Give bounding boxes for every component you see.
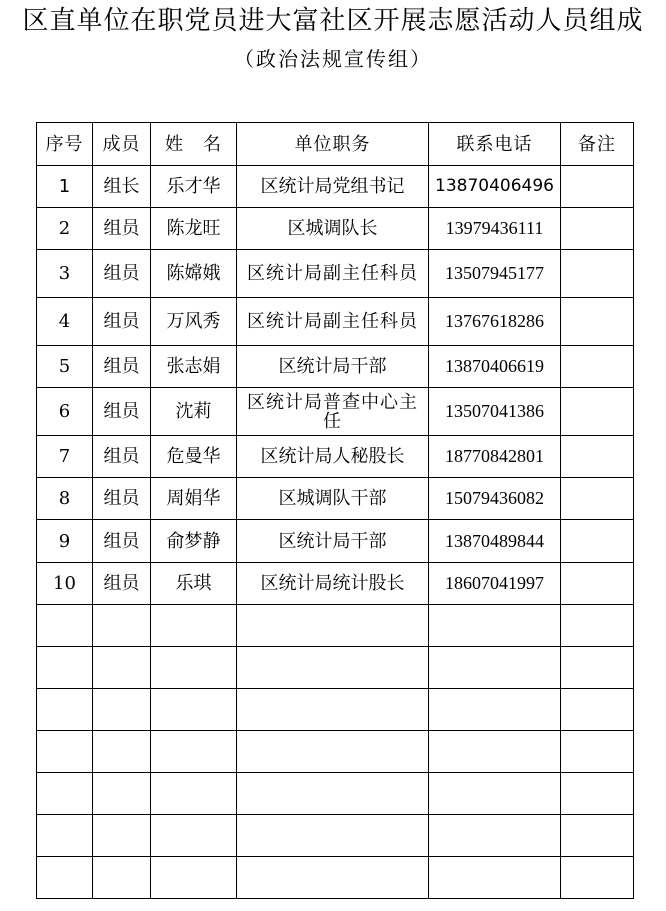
table-row <box>37 208 634 250</box>
cell-role: 组员 <box>93 436 151 478</box>
empty-cell <box>93 689 151 731</box>
cell-note <box>561 208 634 250</box>
empty-cell <box>93 773 151 815</box>
cell-role: 组员 <box>93 208 151 250</box>
cell-position: 区统计局干部 <box>237 346 429 388</box>
empty-cell <box>37 689 93 731</box>
document-subtitle: （政治法规宣传组） <box>234 47 432 71</box>
empty-cell <box>151 647 237 689</box>
cell-no: 1 <box>37 166 93 208</box>
empty-cell <box>93 647 151 689</box>
empty-row <box>37 647 634 689</box>
empty-cell <box>151 857 237 899</box>
empty-cell <box>237 857 429 899</box>
cell-role: 组长 <box>93 166 151 208</box>
cell-name: 周娟华 <box>151 478 237 520</box>
empty-cell <box>93 857 151 899</box>
cell-phone: 13870406496 <box>429 166 561 208</box>
cell-name: 陈嫦娥 <box>151 250 237 298</box>
cell-position: 区统计局干部 <box>237 520 429 563</box>
header-name: 姓 名 <box>151 123 237 166</box>
roster-table <box>36 122 634 899</box>
table-row <box>37 166 634 208</box>
cell-role: 组员 <box>93 388 151 436</box>
cell-role: 组员 <box>93 250 151 298</box>
header-phone: 联系电话 <box>429 123 561 166</box>
cell-name: 乐才华 <box>151 166 237 208</box>
empty-cell <box>151 773 237 815</box>
empty-cell <box>37 815 93 857</box>
cell-phone: 18607041997 <box>429 563 561 605</box>
cell-note <box>561 478 634 520</box>
empty-cell <box>37 731 93 773</box>
empty-cell <box>151 689 237 731</box>
cell-role: 组员 <box>93 520 151 563</box>
cell-name: 万风秀 <box>151 298 237 346</box>
cell-position: 区统计局普查中心主任 <box>237 388 429 436</box>
empty-cell <box>429 773 561 815</box>
cell-note <box>561 388 634 436</box>
cell-name: 张志娟 <box>151 346 237 388</box>
table-row <box>37 520 634 563</box>
cell-position: 区统计局副主任科员 <box>237 298 429 346</box>
empty-cell <box>429 815 561 857</box>
cell-no: 8 <box>37 478 93 520</box>
table-row <box>37 388 634 436</box>
table-row <box>37 250 634 298</box>
cell-name: 俞梦静 <box>151 520 237 563</box>
cell-phone: 13979436111 <box>429 208 561 250</box>
empty-cell <box>561 689 634 731</box>
table-row <box>37 436 634 478</box>
cell-phone: 13870406619 <box>429 346 561 388</box>
cell-note <box>561 298 634 346</box>
empty-row <box>37 731 634 773</box>
empty-cell <box>561 857 634 899</box>
empty-row <box>37 773 634 815</box>
empty-cell <box>37 773 93 815</box>
header-role: 成员 <box>93 123 151 166</box>
empty-row <box>37 857 634 899</box>
header-no: 序号 <box>37 123 93 166</box>
empty-cell <box>237 773 429 815</box>
header-position: 单位职务 <box>237 123 429 166</box>
cell-phone: 13507041386 <box>429 388 561 436</box>
table-row <box>37 563 634 605</box>
document-title: 区直单位在职党员进大富社区开展志愿活动人员组成 <box>22 6 644 36</box>
table-row <box>37 298 634 346</box>
empty-cell <box>561 731 634 773</box>
cell-position: 区统计局党组书记 <box>237 166 429 208</box>
cell-phone: 18770842801 <box>429 436 561 478</box>
cell-position: 区统计局人秘股长 <box>237 436 429 478</box>
empty-cell <box>37 647 93 689</box>
table-row <box>37 478 634 520</box>
cell-name: 乐琪 <box>151 563 237 605</box>
cell-no: 5 <box>37 346 93 388</box>
empty-cell <box>151 731 237 773</box>
empty-cell <box>37 605 93 647</box>
empty-cell <box>561 647 634 689</box>
cell-note <box>561 250 634 298</box>
empty-cell <box>237 731 429 773</box>
cell-role: 组员 <box>93 346 151 388</box>
empty-cell <box>237 689 429 731</box>
cell-no: 9 <box>37 520 93 563</box>
cell-no: 2 <box>37 208 93 250</box>
empty-cell <box>429 647 561 689</box>
cell-note <box>561 563 634 605</box>
empty-cell <box>561 773 634 815</box>
table-row <box>37 346 634 388</box>
empty-cell <box>429 605 561 647</box>
cell-role: 组员 <box>93 563 151 605</box>
empty-cell <box>429 731 561 773</box>
empty-row <box>37 605 634 647</box>
empty-cell <box>151 815 237 857</box>
cell-no: 3 <box>37 250 93 298</box>
cell-no: 10 <box>37 563 93 605</box>
cell-no: 6 <box>37 388 93 436</box>
empty-cell <box>93 605 151 647</box>
empty-row <box>37 815 634 857</box>
empty-cell <box>237 605 429 647</box>
cell-phone: 15079436082 <box>429 478 561 520</box>
empty-cell <box>37 857 93 899</box>
cell-position: 区统计局统计股长 <box>237 563 429 605</box>
cell-no: 7 <box>37 436 93 478</box>
cell-position: 区统计局副主任科员 <box>237 250 429 298</box>
empty-cell <box>429 857 561 899</box>
cell-role: 组员 <box>93 298 151 346</box>
cell-position: 区城调队干部 <box>237 478 429 520</box>
cell-name: 沈莉 <box>151 388 237 436</box>
cell-phone: 13507945177 <box>429 250 561 298</box>
header-note: 备注 <box>561 123 634 166</box>
cell-no: 4 <box>37 298 93 346</box>
cell-name: 陈龙旺 <box>151 208 237 250</box>
cell-note <box>561 346 634 388</box>
cell-name: 危曼华 <box>151 436 237 478</box>
cell-phone: 13870489844 <box>429 520 561 563</box>
cell-position: 区城调队长 <box>237 208 429 250</box>
empty-cell <box>429 689 561 731</box>
empty-cell <box>151 605 237 647</box>
empty-cell <box>237 647 429 689</box>
empty-cell <box>237 815 429 857</box>
cell-role: 组员 <box>93 478 151 520</box>
empty-cell <box>93 731 151 773</box>
empty-cell <box>561 815 634 857</box>
empty-cell <box>561 605 634 647</box>
cell-phone: 13767618286 <box>429 298 561 346</box>
cell-note <box>561 436 634 478</box>
table-header-row <box>37 123 634 166</box>
empty-cell <box>93 815 151 857</box>
cell-note <box>561 520 634 563</box>
empty-row <box>37 689 634 731</box>
cell-note <box>561 166 634 208</box>
